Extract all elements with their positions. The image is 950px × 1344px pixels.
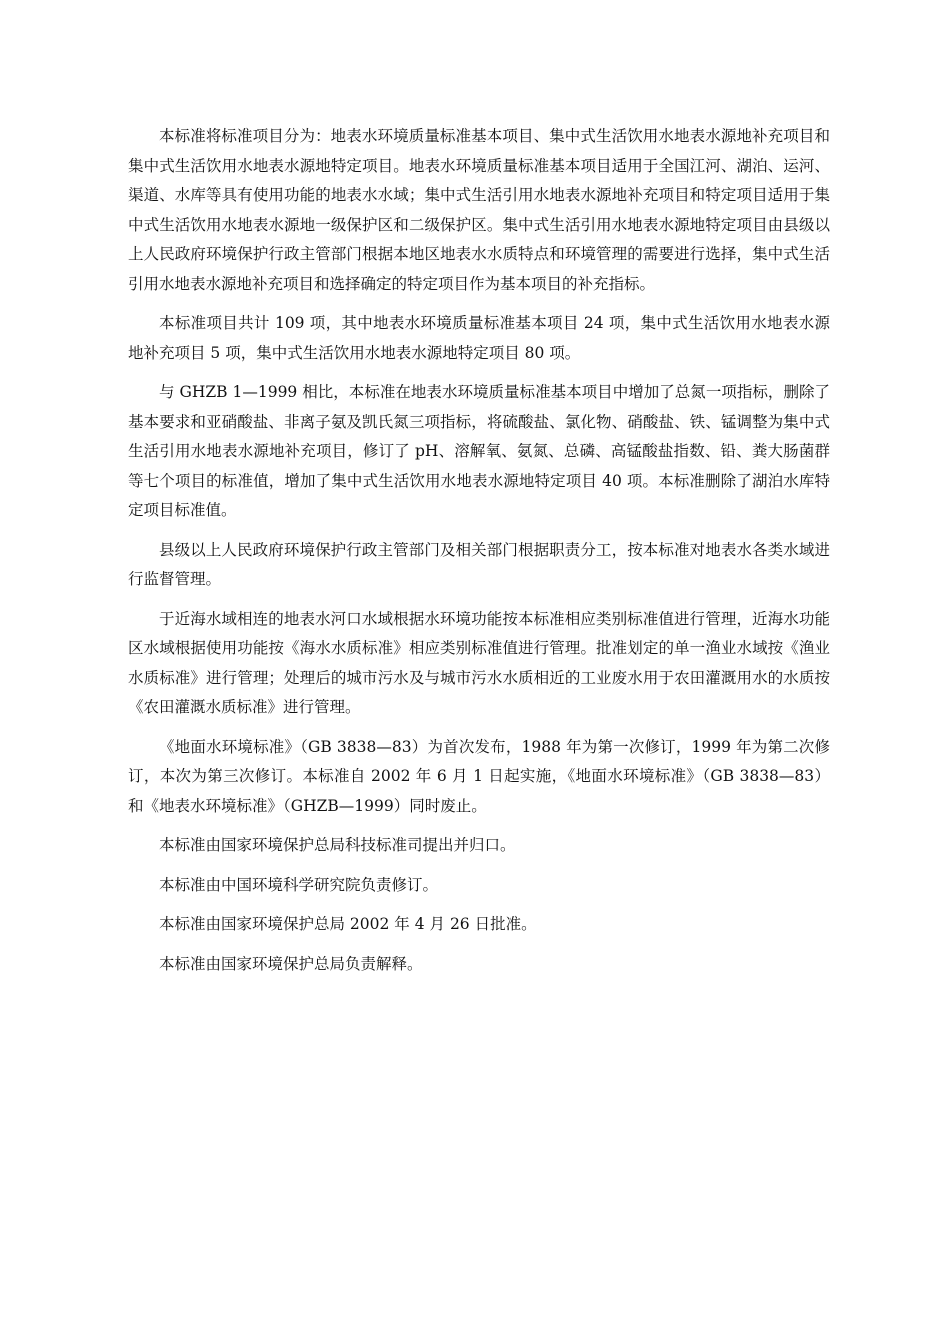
paragraph-history: 《地面水环境标准》（GB 3838—83）为首次发布，1988 年为第一次修订，1999 年为第二次修订，本次为第三次修订。本标准自 2002 年 6 月 1 日起实施，《地面水环境标准》（GB 3838—83）和《地表水环境标准》（GHZB—1999）同时废止。 [128, 737, 830, 815]
paragraph-proposer: 本标准由国家环境保护总局科技标准司提出并归口。 [159, 836, 516, 854]
paragraph-coastal-waters: 于近海水域相连的地表水河口水域根据水环境功能按本标准相应类别标准值进行管理，近海水功能区水域根据使用功能按《海水水质标准》相应类别标准值进行管理。批准划定的单一渔业水域按《渔业水质标准》进行管理；处理后的城市污水及与城市污水水质相近的工业废水用于农田灌溉用水的水质按《农田灌溉水质标准》进行管理。 [128, 609, 830, 716]
paragraph-project-count: 本标准项目共计 109 项，其中地表水环境质量标准基本项目 24 项，集中式生活饮用水地表水源地补充项目 5 项，集中式生活饮用水地表水源地特定项目 80 项。 [128, 314, 830, 362]
paragraph-revision-changes: 与 GHZB 1—1999 相比，本标准在地表水环境质量标准基本项目中增加了总氮一项指标，删除了基本要求和亚硝酸盐、非离子氨及凯氏氮三项指标，将硫酸盐、氯化物、硝酸盐、铁、锰调整为集中式生活引用水地表水源地补充项目，修订了 pH、溶解氧、氨氮、总磷、高锰酸盐指数、铅、粪大肠菌群等七个项目的标准值，增加了集中式生活饮用水地表水源地特定项目 40 项。本标准删除了湖泊水库特定项目标准值。 [128, 383, 830, 519]
document-body [128, 122, 830, 989]
paragraph-approval: 本标准由国家环境保护总局 2002 年 4 月 26 日批准。 [159, 915, 537, 933]
paragraph-project-classification: 本标准将标准项目分为：地表水环境质量标准基本项目、集中式生活饮用水地表水源地补充项目和集中式生活饮用水地表水源地特定项目。地表水环境质量标准基本项目适用于全国江河、湖泊、运河、渠道、水库等具有使用功能的地表水水域；集中式生活引用水地表水源地补充项目和特定项目适用于集中式生活饮用水地表水源地一级保护区和二级保护区。集中式生活引用水地表水源地特定项目由县级以上人民政府环境保护行政主管部门根据本地区地表水水质特点和环境管理的需要进行选择，集中式生活引用水地表水源地补充项目和选择确定的特定项目作为基本项目的补充指标。 [128, 127, 830, 293]
paragraph-reviser: 本标准由中国环境科学研究院负责修订。 [159, 875, 439, 894]
paragraph-interpretation: 本标准由国家环境保护总局负责解释。 [159, 954, 423, 973]
paragraph-supervision: 县级以上人民政府环境保护行政主管部门及相关部门根据职责分工，按本标准对地表水各类水域进行监督管理。 [128, 540, 830, 588]
